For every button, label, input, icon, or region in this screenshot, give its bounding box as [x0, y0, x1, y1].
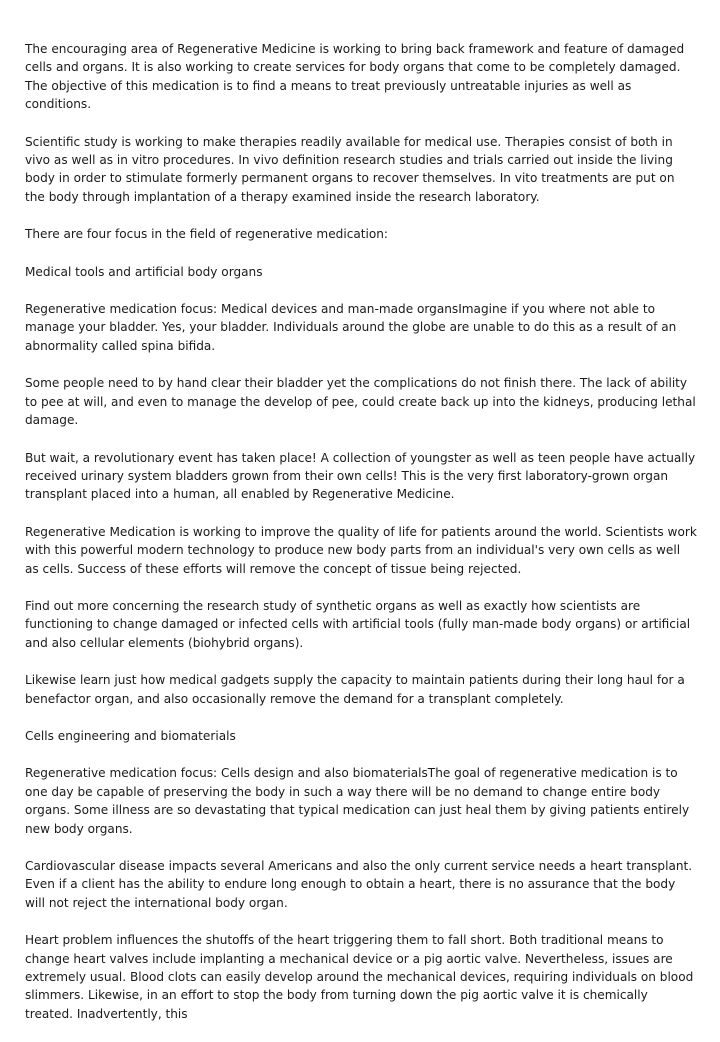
- paragraph-synthetic-organs: Find out more concerning the research study of synthetic organs as well as exactly how scientists are functioning to change damaged or infected cells with artificial tools (fully man-made body organs) or artificial and also cellular elements (biohybrid organs).: [25, 598, 691, 650]
- paragraph-revolutionary-event: But wait, a revolutionary event has taken place! A collection of youngster as well as teen people have actually received urinary system bladders grown from their own cells! This is the very first laboratory-grown organ transplant placed into a human, all enabled by Regenerative Medicine.: [25, 450, 696, 502]
- section-heading-medical-tools: Medical tools and artificial body organs: [25, 264, 263, 279]
- paragraph-heart-valves: Heart problem influences the shutoffs of the heart triggering them to fall short. Both traditional means to change heart valves include implanting a mechanical device or a pig aortic valve. Nevertheless, issues are extremely usual. Blood clots can easily develop around the mechanical devices, requiring individuals on blood slimmers. Likewise, in an effort to stop the body from turning down the pig aortic valve it is chemically treated. Inadvertently, this: [25, 933, 694, 1021]
- paragraph-bladder: Regenerative medication focus: Medical devices and man-made organsImagine if you where not able to manage your bladder. Yes, your bladder. Individuals around the globe are unable to do this as a result of an abnormality called spina bifida.: [25, 302, 677, 353]
- paragraph-quality-of-life: Regenerative Medication is working to improve the quality of life for patients around the world. Scientists work with this powerful modern technology to produce new body parts from an individual's very own cells as well as cells. Success of these efforts will remove the concept of tissue being rejected.: [25, 524, 697, 576]
- paragraph-scientific-study: Scientific study is working to make therapies readily available for medical use. Therapies consist of both in vivo as well as in vitro procedures. In vivo definition research studies and trials carried out inside the living body in order to stimulate formerly permanent organs to recover themselves. In vito treatments are put on the body through implantation of a therapy examined inside the research laboratory.: [25, 134, 675, 204]
- paragraph-medical-gadgets: Likewise learn just how medical gadgets supply the capacity to maintain patients during their long haul for a benefactor organ, and also occasionally remove the demand for a transplant completely.: [25, 673, 685, 706]
- paragraph-biomaterials: Regenerative medication focus: Cells design and also biomaterialsThe goal of regenerative medication is to one day be capable of preserving the body in such a way there will be no demand to change entire body organs. Some illness are so devastating that typical medication can just heal them by giving patients entirely new body organs.: [25, 766, 690, 836]
- paragraph-intro: The encouraging area of Regenerative Medicine is working to bring back framework and feature of damaged cells and organs. It is also working to create services for body organs that come to be completely damaged. The objective of this medication is to find a means to treat previously untreatable injuries as well as conditions.: [25, 42, 685, 112]
- paragraph-four-focus: There are four focus in the field of regenerative medication:: [25, 227, 388, 242]
- paragraph-complications: Some people need to by hand clear their bladder yet the complications do not finish there. The lack of ability to pee at will, and even to manage the develop of pee, could create back up into the kidneys, producing lethal damage.: [25, 376, 696, 428]
- section-heading-cells-engineering: Cells engineering and biomaterials: [25, 728, 236, 743]
- document-body: [25, 40, 697, 1042]
- paragraph-cardiovascular: Cardiovascular disease impacts several Americans and also the only current service needs a heart transplant. Even if a client has the ability to endure long enough to obtain a heart, there is no assurance that the body will not reject the international body organ.: [25, 859, 693, 910]
